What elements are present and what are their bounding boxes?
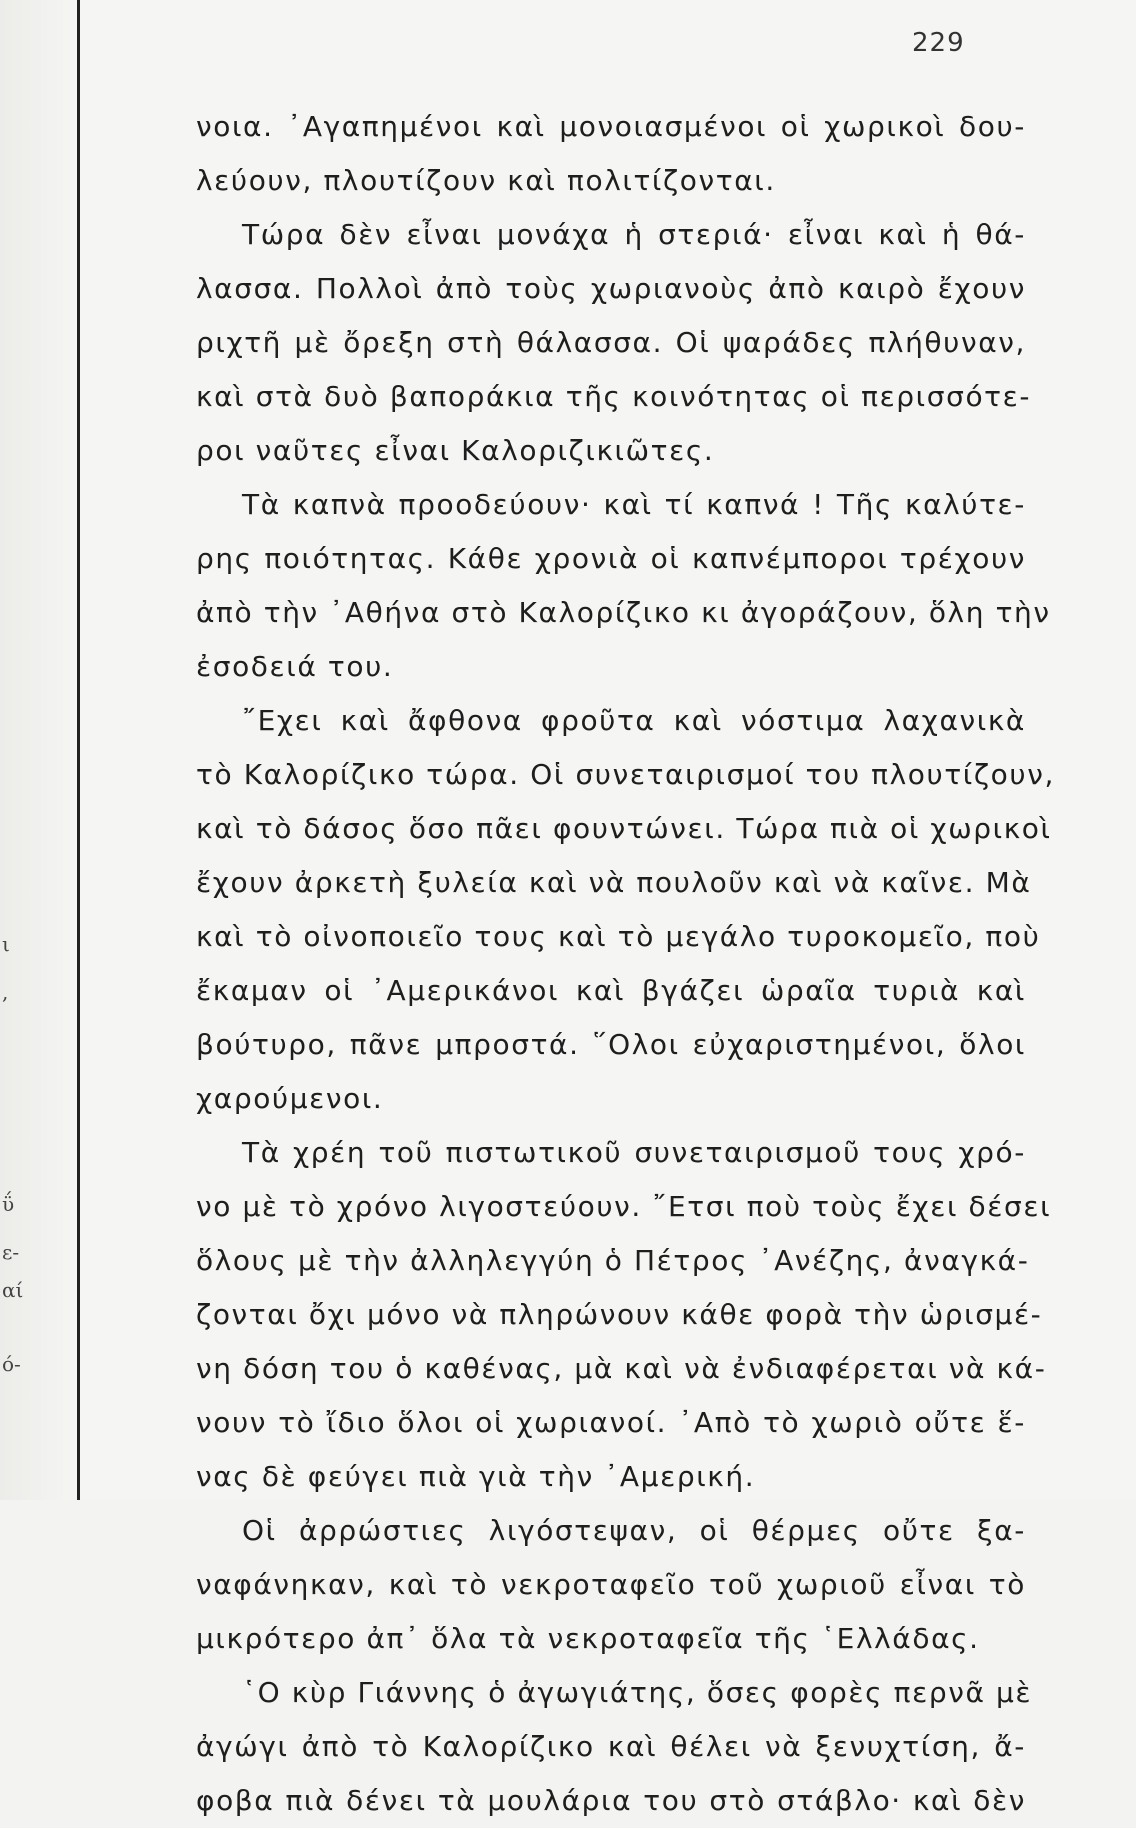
margin-fragment: αί [2,1278,24,1302]
text-line: μικρότερο ἀπ᾿ ὅλα τὰ νεκροταφεῖα τῆς ῾Ελλάδας. [196,1622,980,1655]
text-line: ναφάνηκαν, καὶ τὸ νεκροταφεῖο τοῦ χωριοῦ εἶναι τὸ [196,1568,1026,1601]
text-line: νας δὲ φεύγει πιὰ γιὰ τὴν ᾿Αμερική. [196,1460,756,1493]
body-text [196,100,1055,1828]
text-line: καὶ τὸ οἰνοποιεῖο τους καὶ τὸ μεγάλο τυροκομεῖο, ποὺ [196,920,1041,953]
page-number: 229 [912,28,965,58]
text-line: ῾Ο κὺρ Γιάννης ὁ ἀγωγιάτης, ὅσες φορὲς περνᾶ μὲ [242,1676,1033,1709]
text-line: καὶ τὸ δάσος ὅσο πᾶει φουντώνει. Τώρα πιὰ οἱ χωρικοὶ [196,812,1052,845]
text-line: νη δόση του ὁ καθένας, μὰ καὶ νὰ ἐνδιαφέρεται νὰ κά- [196,1352,1047,1385]
text-line: νο μὲ τὸ χρόνο λιγοστεύουν. ῎Ετσι ποὺ τοὺς ἔχει δέσει [196,1190,1052,1223]
text-line: ρης ποιότητας. Κάθε χρονιὰ οἱ καπνέμποροι τρέχουν [196,542,1026,575]
text-line: λεύουν, πλουτίζουν καὶ πολιτίζονται. [196,164,776,197]
text-line: Τὰ καπνὰ προοδεύουν· καὶ τί καπνά ! Τῆς καλύτε- [242,488,1026,521]
text-line: τὸ Καλορίζικο τώρα. Οἱ συνεταιρισμοί του πλουτίζουν, [196,758,1055,791]
text-line: Τὰ χρέη τοῦ πιστωτικοῦ συνεταιρισμοῦ τους χρό- [242,1136,1026,1169]
text-line: Οἱ ἀρρώστιες λιγόστεψαν, οἱ θέρμες οὔτε ξα- [242,1514,1026,1547]
text-line: ὅλους μὲ τὴν ἀλληλεγγύη ὁ Πέτρος ᾿Ανέζης, ἀναγκά- [196,1244,1030,1277]
margin-fragment: ε- [2,1240,20,1264]
text-line: ἀπὸ τὴν ᾿Αθήνα στὸ Καλορίζικο κι ἀγοράζουν, ὅλη τὴν [196,596,1051,629]
text-line: ἀγώγι ἀπὸ τὸ Καλορίζικο καὶ θέλει νὰ ξενυχτίση, ἄ- [196,1730,1026,1763]
text-line: ριχτῆ μὲ ὄρεξη στὴ θάλασσα. Οἱ ψαράδες πλήθυναν, [196,326,1026,359]
text-line: καὶ στὰ δυὸ βαποράκια τῆς κοινότητας οἱ περισσότε- [196,380,1032,413]
text-line: ῎Εχει καὶ ἄφθονα φροῦτα καὶ νόστιμα λαχανικὰ [242,704,1026,737]
text-line: νοια. ᾿Αγαπημένοι καὶ μονοιασμένοι οἱ χωρικοὶ δου- [196,110,1026,143]
text-line: ἔχουν ἀρκετὴ ξυλεία καὶ νὰ πουλοῦν καὶ νὰ καῖνε. Μὰ [196,866,1032,899]
text-line: λασσα. Πολλοὶ ἀπὸ τοὺς χωριανοὺς ἀπὸ καιρὸ ἔχουν [196,272,1026,305]
margin-fragment: ι [2,932,10,956]
text-line: ἔκαμαν οἱ ᾿Αμερικάνοι καὶ βγάζει ὡραῖα τυριὰ καὶ [196,974,1026,1007]
text-line: Τώρα δὲν εἶναι μονάχα ἡ στεριά· εἶναι καὶ ἡ θά- [242,218,1026,251]
margin-fragment: ΰ [2,1192,15,1216]
text-line: φοβα πιὰ δένει τὰ μουλάρια του στὸ στάβλο· καὶ δὲν [196,1784,1026,1817]
margin-fragment: ό- [2,1352,21,1376]
margin-fragments [0,0,30,1500]
text-line: ἐσοδειά του. [196,650,394,683]
binding-edge-line [77,0,80,1500]
text-line: βούτυρο, πᾶνε μπροστά. ῞Ολοι εὐχαριστημένοι, ὅλοι [196,1028,1026,1061]
text-line: ζονται ὄχι μόνο νὰ πληρώνουν κάθε φορὰ τὴν ὡρισμέ- [196,1298,1043,1331]
text-line: χαρούμενοι. [196,1082,384,1115]
text-line: νουν τὸ ἴδιο ὅλοι οἱ χωριανοί. ᾿Απὸ τὸ χωριὸ οὔτε ἕ- [196,1406,1026,1439]
text-line: ροι ναῦτες εἶναι Καλοριζικιῶτες. [196,434,715,467]
margin-fragment: , [2,980,9,1004]
